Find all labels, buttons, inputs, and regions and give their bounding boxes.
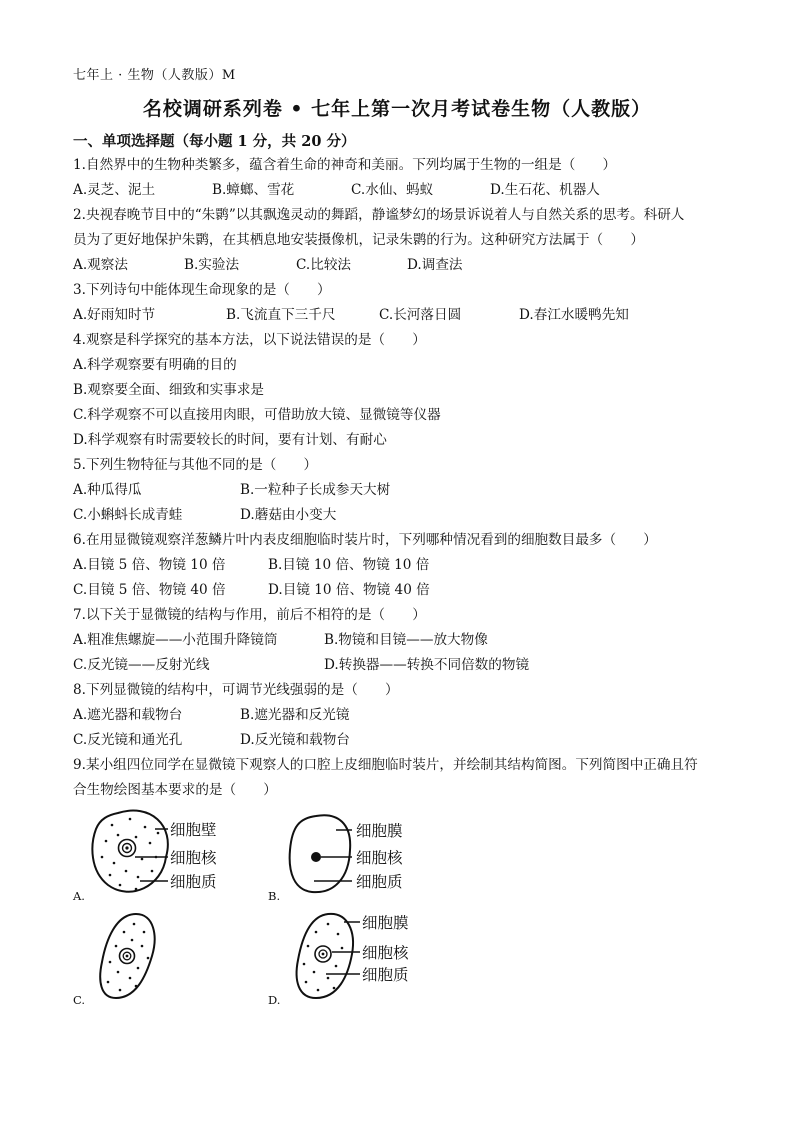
section-heading: 一、单项选择题（每小题 1 分，共 20 分） [73, 133, 356, 150]
question-2-stem-line-2: 员为了更好地保护朱鹮，在其栖息地安装摄像机，记录朱鹮的行为。这种研究方法属于（ ） [73, 232, 644, 248]
question-2-option-c[interactable]: C.比较法 [296, 257, 352, 273]
question-5-option-a[interactable]: A.种瓜得瓜 [73, 482, 142, 498]
question-4-option-a[interactable]: A.科学观察要有明确的目的 [73, 357, 237, 373]
question-4-option-c[interactable]: C.科学观察不可以直接用肉眼，可借助放大镜、显微镜等仪器 [73, 407, 441, 423]
question-1-option-a[interactable]: A.灵芝、泥土 [73, 182, 156, 198]
question-3-option-a[interactable]: A.好雨知时节 [73, 307, 156, 323]
figure-b-letter: B. [268, 889, 281, 903]
question-2-option-d[interactable]: D.调查法 [407, 257, 463, 273]
figure-b-label-1: 细胞膜 [356, 822, 403, 840]
question-2-option-a[interactable]: A.观察法 [73, 257, 128, 273]
question-7-option-b[interactable]: B.物镜和目镜——放大物像 [324, 632, 488, 648]
question-4-stem: 4.观察是科学探究的基本方法，以下说法错误的是（ ） [73, 332, 426, 348]
figure-b-cell-diagram[interactable] [286, 810, 436, 904]
question-3-option-d[interactable]: D.春江水暖鸭先知 [519, 307, 629, 323]
figure-d-letter: D. [268, 993, 281, 1007]
question-4-option-d[interactable]: D.科学观察有时需要较长的时间，要有计划、有耐心 [73, 432, 387, 448]
question-1-option-c[interactable]: C.水仙、蚂蚁 [351, 182, 434, 198]
question-1-option-b[interactable]: B.蟑螂、雪花 [212, 182, 295, 198]
question-1-stem: 1.自然界中的生物种类繁多，蕴含着生命的神奇和美丽。下列均属于生物的一组是（ ） [73, 157, 617, 173]
question-8-option-d[interactable]: D.反光镜和载物台 [240, 732, 350, 748]
figure-d-label-1: 细胞膜 [362, 914, 409, 932]
question-6-stem: 6.在用显微镜观察洋葱鳞片叶内表皮细胞临时装片时，下列哪种情况看到的细胞数目最多（ ） [73, 532, 657, 548]
question-8-stem: 8.下列显微镜的结构中，可调节光线强弱的是（ ） [73, 682, 399, 698]
question-7-stem: 7.以下关于显微镜的结构与作用，前后不相符的是（ ） [73, 607, 426, 623]
question-3-option-c[interactable]: C.长河落日圆 [379, 307, 462, 323]
question-7-option-c[interactable]: C.反光镜——反射光线 [73, 657, 210, 673]
question-1-option-d[interactable]: D.生石花、机器人 [490, 182, 600, 198]
question-8-option-b[interactable]: B.遮光器和反光镜 [240, 707, 350, 723]
figure-a-label-2: 细胞核 [170, 849, 217, 867]
figure-a-label-3: 细胞质 [170, 873, 217, 891]
header-note: 七年上 · 生物（人教版）M [73, 68, 236, 83]
question-5-option-b[interactable]: B.一粒种子长成参天大树 [240, 482, 391, 498]
page-title: 名校调研系列卷 • 七年上第一次月考试卷生物（人教版） [142, 98, 652, 120]
question-6-option-d[interactable]: D.目镜 10 倍、物镜 40 倍 [268, 582, 430, 598]
question-2-option-b[interactable]: B.实验法 [184, 257, 240, 273]
question-8-option-a[interactable]: A.遮光器和载物台 [73, 707, 183, 723]
question-5-stem: 5.下列生物特征与其他不同的是（ ） [73, 457, 318, 473]
question-2-stem-line-1: 2.央视春晚节目中的“朱鹮”以其飘逸灵动的舞蹈，静谧梦幻的场景诉说着人与自然关系的思考。科研人 [73, 207, 685, 223]
figure-c-letter: C. [73, 993, 86, 1007]
figure-a-label-1: 细胞壁 [170, 821, 217, 839]
question-7-option-a[interactable]: A.粗准焦螺旋——小范围升降镜筒 [73, 632, 278, 648]
question-8-option-c[interactable]: C.反光镜和通光孔 [73, 732, 183, 748]
question-3-stem: 3.下列诗句中能体现生命现象的是（ ） [73, 282, 331, 298]
figure-b-label-2: 细胞核 [356, 849, 403, 867]
figure-d-cell-diagram[interactable] [292, 908, 432, 1007]
figure-c-cell-diagram[interactable] [96, 910, 166, 1006]
question-6-option-b[interactable]: B.目镜 10 倍、物镜 10 倍 [268, 557, 430, 573]
figure-b-label-3: 细胞质 [356, 873, 403, 891]
question-3-option-b[interactable]: B.飞流直下三千尺 [226, 307, 336, 323]
figure-a-letter: A. [73, 889, 85, 903]
question-6-option-a[interactable]: A.目镜 5 倍、物镜 10 倍 [73, 557, 226, 573]
question-5-option-d[interactable]: D.蘑菇由小变大 [240, 507, 337, 523]
question-6-option-c[interactable]: C.目镜 5 倍、物镜 40 倍 [73, 582, 226, 598]
question-7-option-d[interactable]: D.转换器——转换不同倍数的物镜 [324, 657, 530, 673]
figure-d-label-3: 细胞质 [362, 966, 409, 984]
question-4-option-b[interactable]: B.观察要全面、细致和实事求是 [73, 382, 265, 398]
question-9-stem-line-2: 合生物绘图基本要求的是（ ） [73, 782, 277, 798]
question-9-stem-line-1: 9.某小组四位同学在显微镜下观察人的口腔上皮细胞临时装片，并绘制其结构简图。下列简图中正确且符 [73, 757, 698, 773]
question-5-option-c[interactable]: C.小蝌蚪长成青蛙 [73, 507, 183, 523]
figure-d-label-2: 细胞核 [362, 944, 409, 962]
figure-a-cell-diagram[interactable] [90, 805, 260, 904]
